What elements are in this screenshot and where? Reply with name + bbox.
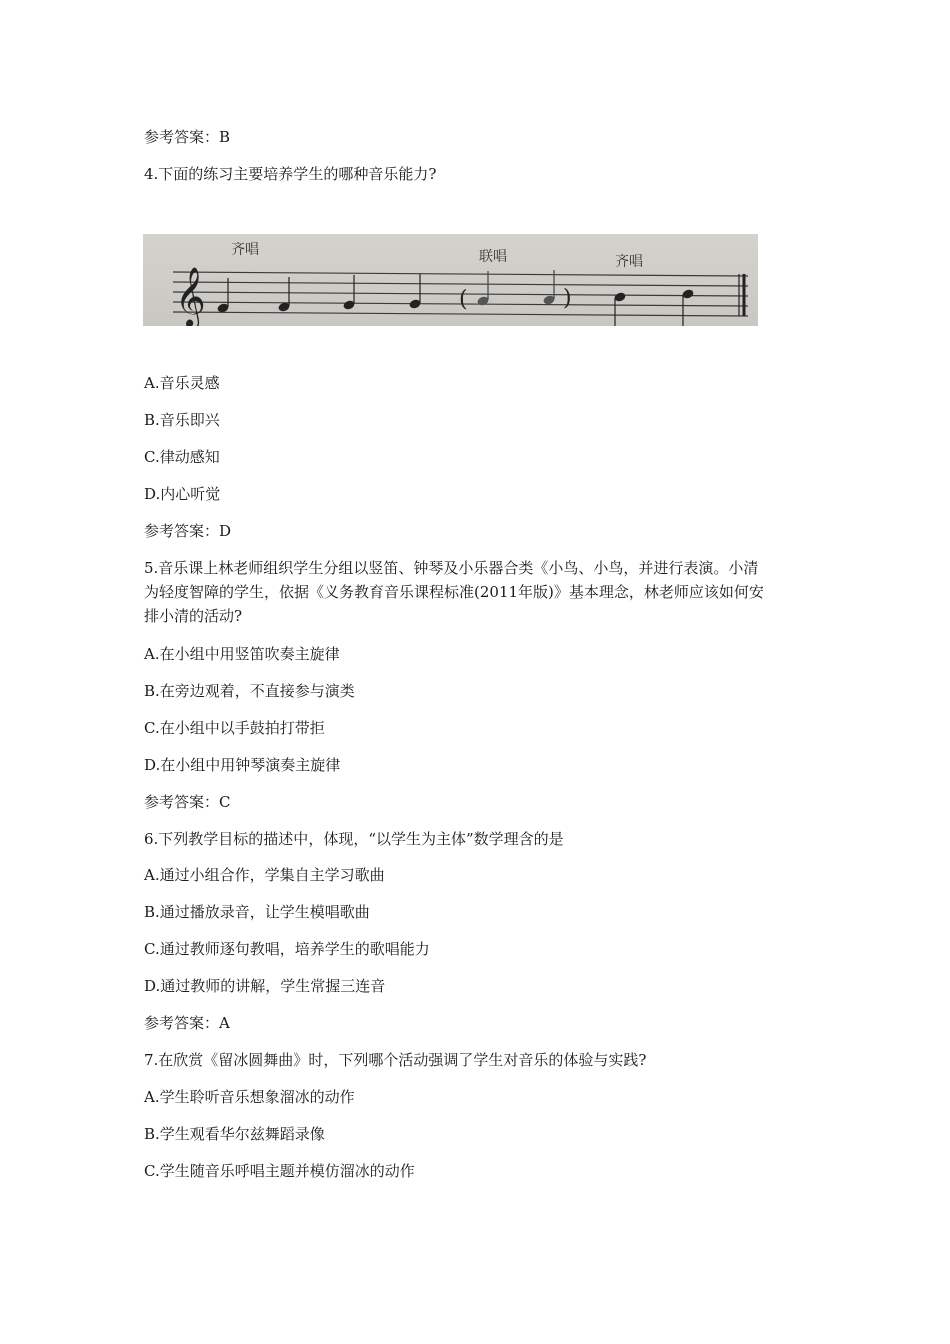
label-unison-2: 齐唱: [615, 254, 643, 270]
option-q5-a: A.在小组中用竖笛吹奏主旋律: [144, 645, 340, 663]
answer-q5: 参考答案：C: [144, 793, 231, 811]
notes-round: [476, 270, 555, 307]
notes-unison-2: [613, 288, 694, 326]
question-5-line-1: 5.音乐课上林老师组织学生分组以竖笛、钟琴及小乐器合类《小鸟、小鸟，并进行表演。小清: [144, 559, 759, 577]
question-4: 4.下面的练习主要培养学生的哪种音乐能力?: [144, 165, 437, 183]
option-q5-d: D.在小组中用钟琴演奏主旋律: [144, 756, 341, 774]
option-q5-b: B.在旁边观着，不直接参与演类: [144, 682, 355, 700]
answer-q3: 参考答案：B: [144, 128, 231, 146]
answer-q4: 参考答案：D: [144, 522, 232, 540]
music-staff-svg: [143, 234, 758, 326]
paren-open: (: [459, 287, 468, 312]
option-q7-a: A.学生聆听音乐想象溜冰的动作: [144, 1088, 355, 1106]
option-q7-b: B.学生观看华尔兹舞蹈录像: [144, 1125, 325, 1143]
label-unison-1: 齐唱: [231, 242, 259, 258]
option-q4-a: A.音乐灵感: [144, 374, 220, 392]
music-staff-image: [143, 234, 758, 326]
option-q7-c: C.学生随音乐呼唱主题并模仿溜冰的动作: [144, 1162, 415, 1180]
option-q6-d: D.通过教师的讲解，学生常握三连音: [144, 977, 386, 995]
question-7: 7.在欣赏《留冰圆舞曲》时，下列哪个活动强调了学生对音乐的体验与实践?: [144, 1051, 647, 1069]
answer-q6: 参考答案：A: [144, 1014, 230, 1032]
final-barline: [739, 274, 744, 316]
paren-close: ): [563, 286, 572, 311]
option-q5-c: C.在小组中以手鼓拍打带拒: [144, 719, 325, 737]
label-round: 联唱: [479, 249, 507, 265]
option-q6-a: A.通过小组合作，学集自主学习歌曲: [144, 866, 385, 884]
question-6: 6.下列教学目标的描述中，体现，“以学生为主体”数学理含的是: [144, 830, 564, 848]
treble-clef-icon: 𝄞: [175, 267, 206, 326]
question-5: [144, 556, 809, 628]
question-5-line-2: 为轻度智障的学生，依据《义务教育音乐课程标准(2011年版)》基本理念，林老师应该如何安: [144, 583, 764, 601]
option-q4-b: B.音乐即兴: [144, 411, 220, 429]
question-5-line-3: 排小清的活动?: [144, 607, 243, 625]
option-q6-c: C.通过教师逐句教唱，培养学生的歌唱能力: [144, 940, 430, 958]
option-q4-d: D.内心听觉: [144, 485, 221, 503]
option-q4-c: C.律动感知: [144, 448, 220, 466]
option-q6-b: B.通过播放录音，让学生模唱歌曲: [144, 903, 370, 921]
